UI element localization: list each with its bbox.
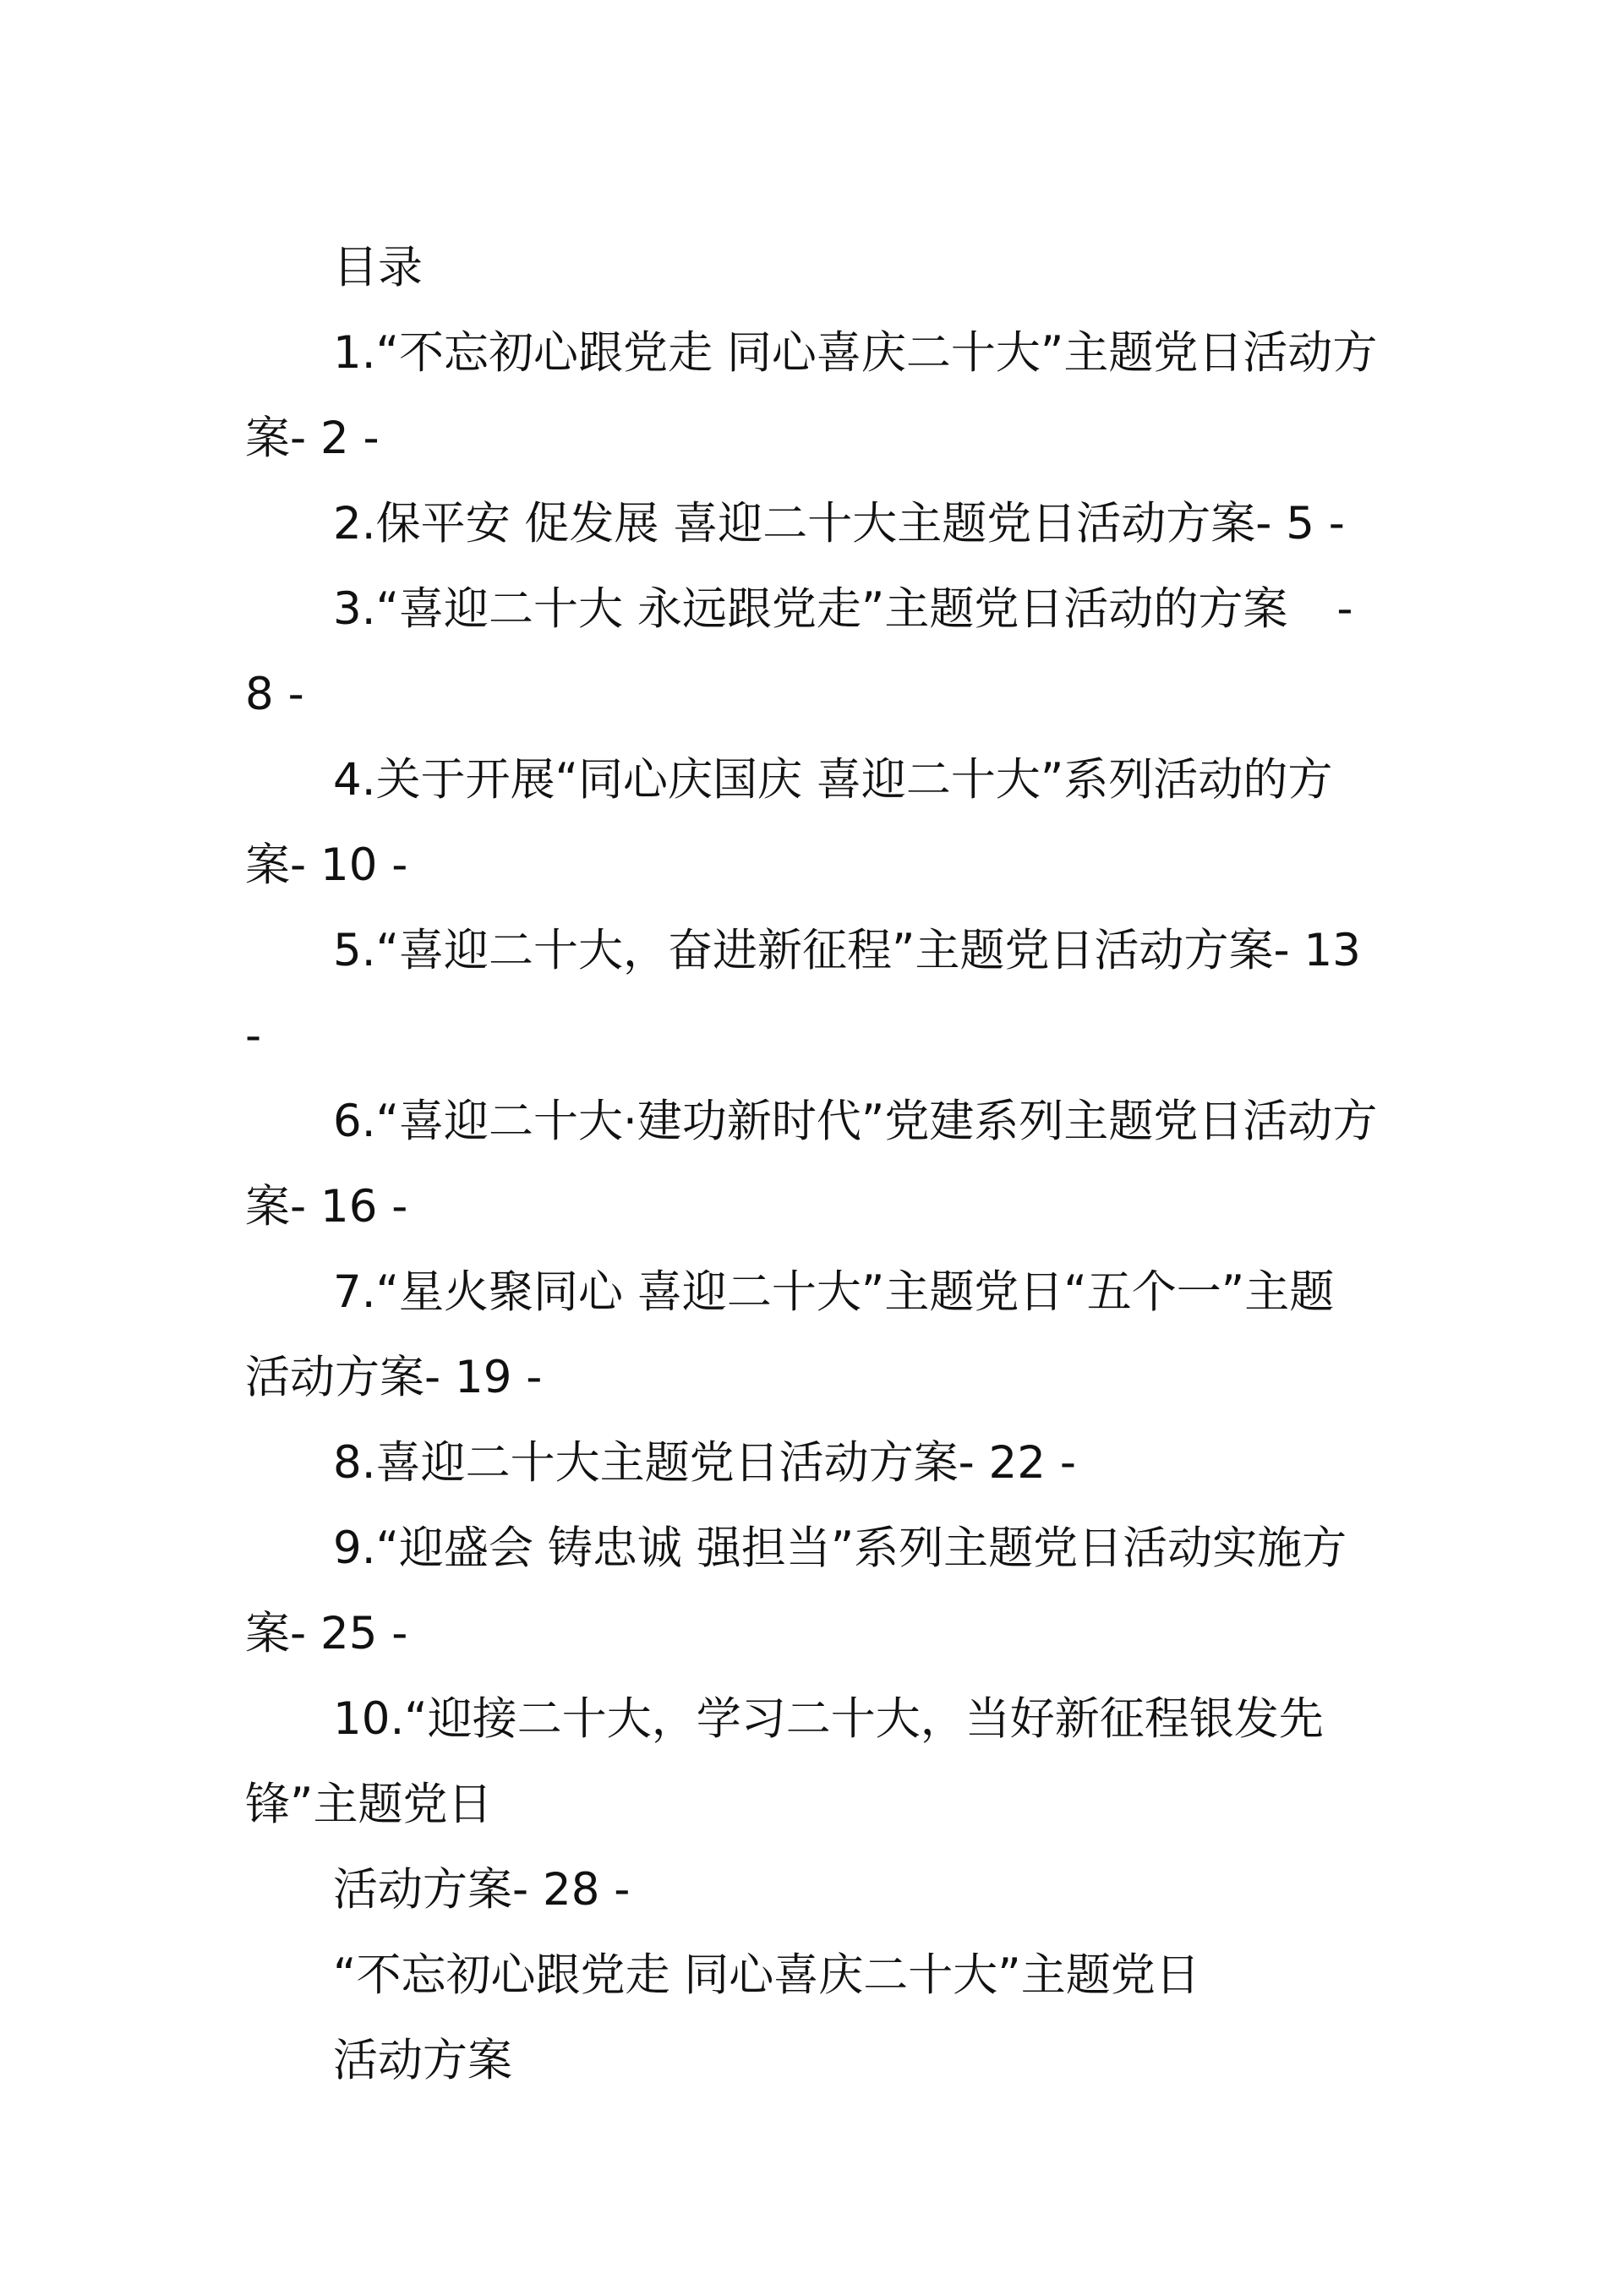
toc-entry-dash: - (1336, 583, 1353, 635)
toc-entry-text (245, 566, 1378, 652)
toc-entry-text: 8.喜迎二十大主题党日活动方案- 22 - (333, 1437, 1076, 1489)
toc-entry-text: 案- 2 - (245, 413, 380, 464)
section-title-line-2: 活动方案 (333, 2035, 512, 2086)
toc-entry-text: 案- 10 - (245, 839, 408, 891)
toc-entry-text: 5.“喜迎二十大，奋进新征程”主题党日活动方案- 13 (333, 925, 1361, 976)
document-body (245, 225, 1378, 2103)
toc-entry-text: - (245, 1010, 262, 1062)
toc-entry-title: 3.“喜迎二十大 永远跟党走”主题党日活动的方案 (333, 583, 1288, 635)
toc-entry-text: 8 - (245, 669, 304, 720)
toc-entry-text: 活动方案- 19 - (245, 1352, 543, 1403)
toc-entry-2[interactable] (245, 481, 1378, 566)
toc-heading: 目录 (333, 242, 423, 293)
toc-entry-5[interactable] (245, 908, 1378, 1079)
toc-entry-8[interactable] (245, 1420, 1378, 1506)
section-title-line-1: “不忘初心跟党走 同心喜庆二十大”主题党日 (333, 1949, 1200, 2001)
toc-entry-1[interactable] (245, 310, 1378, 481)
toc-entry-text: 活动方案- 28 - (333, 1864, 631, 1916)
toc-entry-text: 10.“迎接二十大，学习二十大，当好新征程银发先 (333, 1693, 1324, 1745)
toc-entry-text: 7.“星火聚同心 喜迎二十大”主题党日“五个一”主题 (333, 1266, 1335, 1318)
toc-entry-text: 4.关于开展“同心庆国庆 喜迎二十大”系列活动的方 (333, 754, 1333, 806)
toc-entry-9[interactable] (245, 1506, 1378, 1676)
toc-entry-text: 6.“喜迎二十大·建功新时代”党建系列主题党日活动方 (333, 1096, 1378, 1147)
toc-entry-text: 案- 16 - (245, 1181, 408, 1233)
toc-entry-text: 1.“不忘初心跟党走 同心喜庆二十大”主题党日活动方 (333, 327, 1378, 379)
toc-entry-3[interactable] (245, 566, 1378, 737)
toc-entry-text: 锋”主题党日 (245, 1779, 493, 1830)
toc-entry-text: 案- 25 - (245, 1608, 408, 1659)
toc-entry-4[interactable] (245, 737, 1378, 908)
toc-entry-text: 2.保平安 促发展 喜迎二十大主题党日活动方案- 5 - (333, 498, 1345, 549)
toc-entry-10[interactable] (245, 1676, 1378, 1932)
toc-entry-text: 9.“迎盛会 铸忠诚 强担当”系列主题党日活动实施方 (333, 1522, 1347, 1574)
toc-entry-7[interactable] (245, 1249, 1378, 1420)
toc-entry-6[interactable] (245, 1079, 1378, 1249)
